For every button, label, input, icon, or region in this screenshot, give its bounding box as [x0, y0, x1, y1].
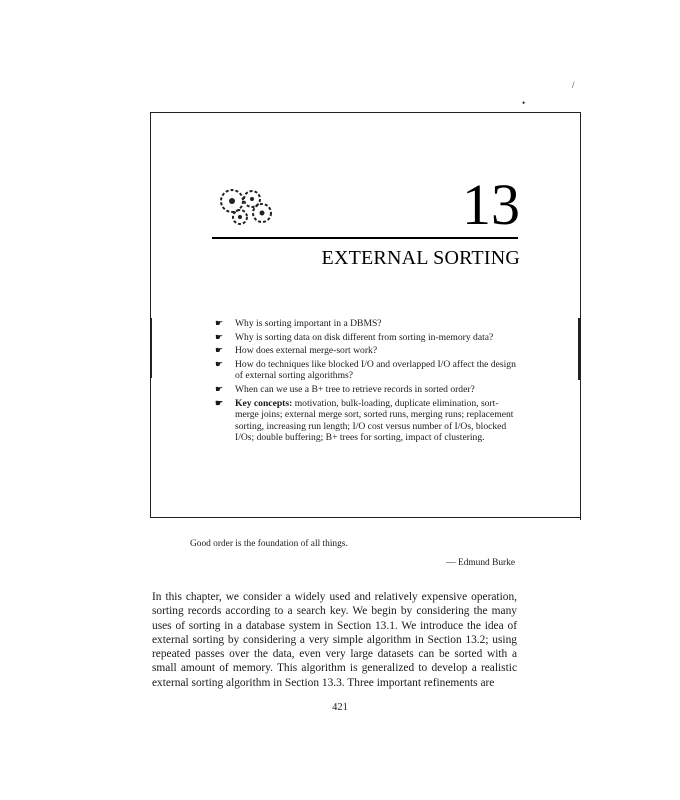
pointing-hand-icon: ☛ [215, 383, 224, 394]
question-text: Why is sorting data on disk different from sorting in-memory data? [235, 331, 494, 343]
epigraph-author: — Edmund Burke [446, 558, 515, 568]
chapter-title: EXTERNAL SORTING [321, 247, 520, 269]
scan-mark: / [572, 80, 575, 90]
question-text: Why is sorting important in a DBMS? [235, 318, 382, 329]
pointing-hand-icon: ☛ [215, 345, 224, 356]
inner-right-bar [578, 318, 580, 380]
pointing-hand-icon: ☛ [215, 358, 224, 369]
top-frame-line [150, 112, 580, 113]
question-item [215, 345, 520, 357]
key-concepts-label: Key concepts: [235, 397, 293, 409]
pointing-hand-icon: ☛ [215, 318, 224, 328]
inner-left-bar [150, 318, 152, 378]
key-concepts-text: motivation, bulk-loading, duplicate elimination, sort-merge joins; external merge sort, sorted runs, merging runs; replacement sorting, increasing run length; I/O cost versus number of I/Os, blocked I/Os; double buffering; B+ trees for sorting, impact of clustering. [235, 397, 514, 444]
body-paragraph: In this chapter, we consider a widely used and relatively expensive operation, sorting records according to a search key. We begin by considering the many uses of sorting in a database system in Section 13.1. We introduce the idea of external sorting by considering a very simple algorithm in Section 13.2; using repeated passes over the data, even very large datasets can be sorted with a small amount of memory. This algorithm is generalized to develop a realistic external sorting algorithm in Section 13.3. Three important refinements are [152, 591, 517, 689]
key-concepts [215, 398, 520, 444]
question-text: How does external merge-sort work? [235, 345, 378, 357]
scan-mark: • [522, 98, 526, 108]
question-text: How do techniques like blocked I/O and overlapped I/O affect the design of external sorting algorithms? [235, 358, 516, 382]
bottom-frame-line [150, 517, 580, 518]
chapter-number: 13 [462, 172, 520, 237]
pointing-hand-icon: ☛ [215, 331, 224, 342]
page-number: 421 [332, 702, 348, 713]
epigraph-quote: Good order is the foundation of all things. [190, 539, 348, 549]
question-item [215, 359, 520, 382]
gears-icon [212, 183, 278, 229]
question-item [215, 332, 520, 344]
questions-list [215, 318, 520, 446]
right-frame-line [580, 112, 581, 520]
question-item [215, 384, 520, 396]
left-frame-line [150, 112, 151, 517]
question-item [215, 318, 520, 330]
question-text: When can we use a B+ tree to retrieve records in sorted order? [235, 383, 475, 395]
title-rule [212, 237, 518, 239]
pointing-hand-icon: ☛ [215, 397, 224, 408]
